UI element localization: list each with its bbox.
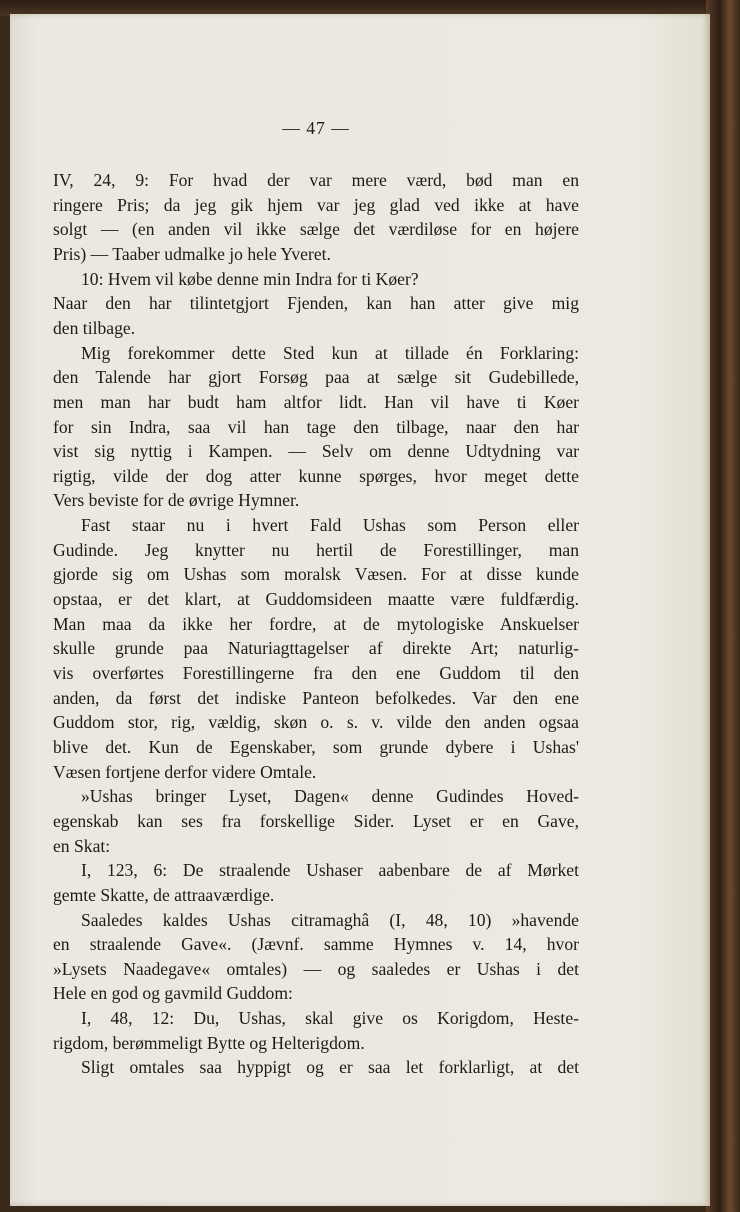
text-line: IV, 24, 9: For hvad der var mere værd, bød man en xyxy=(53,170,579,190)
text-line: gemte Skatte, de attraaværdige. xyxy=(53,884,275,905)
text-line: Væsen fortjene derfor videre Omtale. xyxy=(53,761,317,782)
text-line: Guddom stor, rig, vældig, skøn o. s. v. vilde den anden ogsaa xyxy=(53,712,579,733)
book-binding-edge xyxy=(706,0,740,1212)
text-line: »Ushas bringer Lyset, Dagen« denne Gudindes Hoved- xyxy=(81,786,579,807)
text-line: men man har budt ham altfor lidt. Han vil have ti Køer xyxy=(53,391,579,412)
text-line: en Skat: xyxy=(53,835,111,856)
text-line: den Talende har gjort Forsøg paa at sælge sit Gudebillede, xyxy=(53,367,579,388)
text-line: anden, da først det indiske Panteon befolkedes. Var den ene xyxy=(53,687,579,708)
text-line: Pris) — Taaber udmalke jo hele Yveret. xyxy=(53,243,331,264)
text-line: I, 48, 12: Du, Ushas, skal give os Korigdom, Heste- xyxy=(81,1008,579,1029)
text-line: gjorde sig om Ushas som moralsk Væsen. For at disse kunde xyxy=(53,564,579,585)
text-line: Saaledes kaldes Ushas citramaghâ (I, 48, 10) »havende xyxy=(81,909,579,930)
text-line: I, 123, 6: De straalende Ushaser aabenbare de af Mørket xyxy=(81,860,579,881)
text-line: Gudinde. Jeg knytter nu hertil de Forestillinger, man xyxy=(53,539,579,560)
text-line: blive det. Kun de Egenskaber, som grunde dybere i Ushas' xyxy=(53,736,579,757)
text-line: opstaa, er det klart, at Guddomsideen maatte være fuldfærdig. xyxy=(53,589,579,610)
text-line: »Lysets Naadegave« omtales) — og saaledes er Ushas i det xyxy=(53,958,579,979)
text-line: solgt — (en anden vil ikke sælge det værdiløse for en højere xyxy=(53,219,579,240)
text-line: Man maa da ikke her fordre, at de mytologiske Anskuelser xyxy=(53,613,579,634)
text-line: Vers beviste for de øvrige Hymner. xyxy=(53,490,300,511)
text-line: for sin Indra, saa vil han tage den tilbage, naar den har xyxy=(53,416,579,437)
text-line: den tilbage. xyxy=(53,317,136,338)
text-line: rigtig, vilde der dog atter kunne spørges, hvor meget dette xyxy=(53,465,579,486)
text-line: Fast staar nu i hvert Fald Ushas som Person eller xyxy=(81,515,579,536)
text-line: skulle grunde paa Naturiagttagelser af direkte Art; naturlig- xyxy=(53,638,579,659)
page-number: — 47 — xyxy=(282,118,350,138)
text-line: rigdom, berømmeligt Bytte og Helterigdom. xyxy=(53,1032,365,1053)
text-line: egenskab kan ses fra forskellige Sider. Lyset er en Gave, xyxy=(53,810,579,831)
text-line: vist sig nyttig i Kampen. — Selv om denne Udtydning var xyxy=(53,441,579,462)
text-line: en straalende Gave«. (Jævnf. samme Hymnes v. 14, hvor xyxy=(53,934,579,955)
text-line: Hele en god og gavmild Guddom: xyxy=(53,983,293,1004)
text-line: Naar den har tilintetgjort Fjenden, kan han atter give mig xyxy=(53,293,579,314)
text-line: Mig forekommer dette Sted kun at tillade én Forklaring: xyxy=(81,342,579,363)
text-line: Sligt omtales saa hyppigt og er saa let forklarligt, at det xyxy=(81,1057,579,1078)
text-line: 10: Hvem vil købe denne min Indra for ti Køer? xyxy=(81,268,419,289)
text-line: vis overførtes Forestillingerne fra den ene Guddom til den xyxy=(53,663,579,683)
book-page xyxy=(10,14,710,1206)
text-line: ringere Pris; da jeg gik hjem var jeg glad ved ikke at have xyxy=(53,194,579,215)
